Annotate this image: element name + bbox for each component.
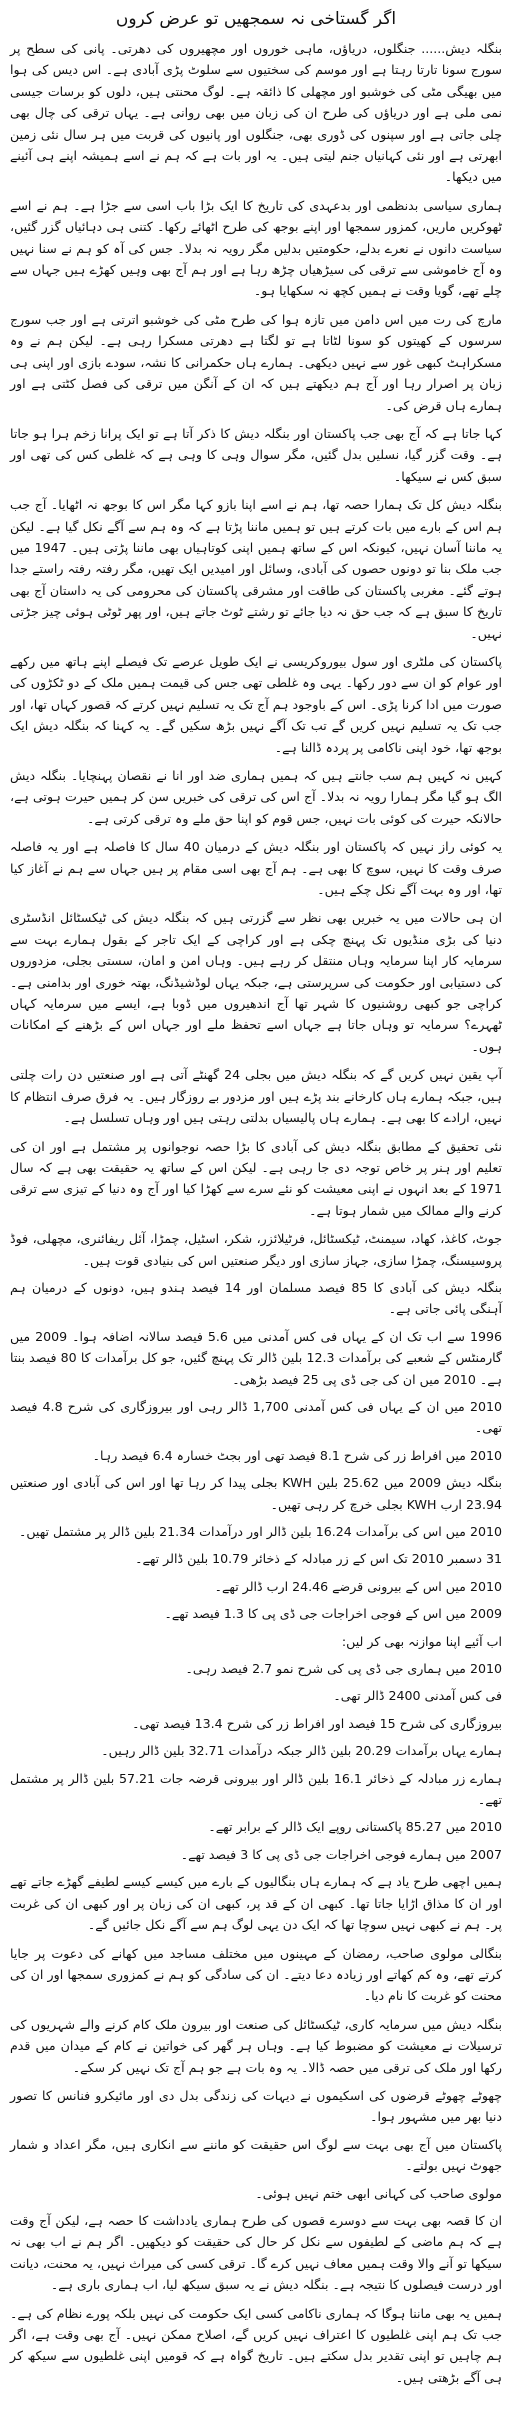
stat-line: بنگلہ دیش 2009 میں 25.62 بلین KWH بجلی پیدا کر رہا تھا اور اس کی آبادی اور صنعتیں 23.94 ارب KWH بجلی خرچ کر رہی تھیں۔ <box>10 1475 502 1512</box>
paragraph: ان کا قصہ بھی بہت سے دوسرے قصوں کی طرح ہماری یادداشت کا حصہ ہے، لیکن آج وقت ہے کہ ہم ماضی کے لطیفوں سے نکل کر حال کی حقیقت کو دیکھیں۔ اگر ہم نے اب بھی نہ سیکھا تو آنے والا وقت ہمیں معاف نہیں کرے گا۔ ترقی کسی کی میراث نہیں، یہ محنت، دیانت اور درست فیصلوں کا نتیجہ ہے۔ بنگلہ دیش نے یہ سبق سیکھ لیا، اب ہماری باری ہے۔ <box>10 2212 502 2293</box>
stat-line: 2010 میں ہماری جی ڈی پی کی شرح نمو 2.7 فیصد رہی۔ <box>185 1661 502 1677</box>
stat-line: 2007 میں ہمارے فوجی اخراجات جی ڈی پی کا 3 فیصد تھے۔ <box>180 1846 502 1862</box>
article-body <box>10 38 502 2388</box>
stat-line: 2010 میں افراط زر کی شرح 8.1 فیصد تھی اور بجٹ خسارہ 6.4 فیصد رہا۔ <box>92 1447 502 1463</box>
stat-line: 2010 میں اس کی برآمدات 16.24 بلین ڈالر اور درآمدات 21.34 بلین ڈالر پر مشتمل تھیں۔ <box>18 1524 502 1539</box>
paragraph: کہا جاتا ہے کہ آج بھی جب پاکستان اور بنگلہ دیش کا ذکر آتا ہے تو ایک پرانا زخم ہرا ہو جاتا ہے۔ وقت گزر گیا، نسلیں بدل گئیں، مگر سوال وہی کا وہی ہے کہ غلطی کس کی تھی اور سبق کس نے سیکھا۔ <box>10 425 502 484</box>
paragraph: ہمیں یہ بھی ماننا ہوگا کہ ہماری ناکامی کسی ایک حکومت کی نہیں بلکہ پورے نظام کی ہے۔ جب تک ہم اپنی غلطیوں کا اعتراف نہیں کریں گے، اصلاح ممکن نہیں۔ آج بھی وقت ہے، اگر ہم چاہیں تو اپنی تقدیر بدل سکتے ہیں۔ تاریخ گواہ ہے کہ قومیں اپنی غلطیوں سے سیکھ کر ہی آگے بڑھتی ہیں۔ <box>10 2305 502 2385</box>
stat-line: ہمارے یہاں برآمدات 20.29 بلین ڈالر جبکہ درآمدات 32.71 بلین ڈالر رہیں۔ <box>101 1743 502 1759</box>
paragraph: پاکستان میں آج بھی بہت سے لوگ اس حقیقت کو ماننے سے انکاری ہیں، مگر اعداد و شمار جھوٹ نہیں بولتے۔ <box>10 2136 502 2174</box>
stat-line: 2010 میں ان کے یہاں فی کس آمدنی 1,700 ڈالر رہی اور بیروزگاری کی شرح 4.8 فیصد تھی۔ <box>10 1398 502 1436</box>
stat-line: ہمارے زر مبادلہ کے ذخائر 16.1 بلین ڈالر اور بیرونی قرضہ جات 57.21 بلین ڈالر پر مشتمل تھے۔ <box>10 1770 502 1808</box>
stat-line: 2009 میں اس کے فوجی اخراجات جی ڈی پی کا 1.3 فیصد تھے۔ <box>164 1606 502 1622</box>
paragraph: 1996 سے اب تک ان کے یہاں فی کس آمدنی میں 5.6 فیصد سالانہ اضافہ ہوا۔ 2009 میں گارمنٹس کے شعبے کی برآمدات 12.3 بلین ڈالر تک پہنچ گئیں، جو کل برآمدات کا 80 فیصد بنتا ہے۔ 2010 میں ان کی جی ڈی پی 25 فیصد بڑھی۔ <box>10 1328 502 1387</box>
paragraph: آپ یقین نہیں کریں گے کہ بنگلہ دیش میں بجلی 24 گھنٹے آتی ہے اور صنعتیں دن رات چلتی ہیں، جبکہ ہمارے ہاں کارخانے بند پڑے ہیں اور مزدور بے روزگار ہیں۔ یہ فرق صرف انتظام کا نہیں، ارادے کا بھی ہے۔ ہمارے ہاں پالیسیاں بدلتی رہتی ہیں اور وہاں تسلسل ہے۔ <box>10 1067 502 1126</box>
stat-line: بیروزگاری کی شرح 15 فیصد اور افراط زر کی شرح 13.4 فیصد تھی۔ <box>132 1715 502 1731</box>
paragraph: بنگالی مولوی صاحب، رمضان کے مہینوں میں مختلف مساجد میں کھانے کی دعوت پر جایا کرتے تھے، وہ کم کھاتے اور زیادہ دعا دیتے۔ ان کی سادگی کو ہم نے کمزوری سمجھا اور ان کی محنت کو غربت کا نام دیا۔ <box>10 1945 502 2004</box>
article-title: اگر گستاخی نہ سمجھیں تو عرض کروں <box>115 9 397 29</box>
paragraph: نئی تحقیق کے مطابق بنگلہ دیش کی آبادی کا بڑا حصہ نوجوانوں پر مشتمل ہے اور ان کی تعلیم اور ہنر پر خاص توجہ دی جا رہی ہے۔ لیکن اس کے ساتھ یہ حقیقت بھی ہے کہ سال 1971 کے بعد انہوں نے اپنی معیشت کو نئے سرے سے کھڑا کیا اور آج وہ دنیا کے تیزی سے ترقی کرنے والے ممالک میں شمار ہوتا ہے۔ <box>10 1138 502 1218</box>
paragraph: ہماری سیاسی بدنظمی اور بدعہدی کی تاریخ کا ایک بڑا باب اسی سے جڑا ہے۔ ہم نے اسے ٹھوکریں ماریں، کمزور سمجھا اور اپنے بوجھ کی طرح اٹھائے رکھا۔ کتنی ہی دہائیاں گزر گئیں، سیاست دانوں نے نعرے بدلے، حکومتیں بدلیں مگر رویہ نہ بدلا۔ جس کی آہ کو ہم نے سنا نہیں وہ آج خاموشی سے ترقی کی سیڑھیاں چڑھ رہا ہے اور ہم آج بھی وہیں کھڑے ہیں جہاں سے چلے تھے، گویا وقت نے ہمیں کچھ نہ سکھایا ہو۔ <box>10 197 502 299</box>
paragraph: یہ کوئی راز نہیں کہ پاکستان اور بنگلہ دیش کے درمیان 40 سال کا فاصلہ ہے اور یہ فاصلہ صرف وقت کا نہیں، سوچ کا بھی ہے۔ ہم آج بھی اسی مقام پر ہیں جہاں سے ہم نے آغاز کیا تھا، اور وہ بہت آگے نکل چکے ہیں۔ <box>10 839 502 898</box>
stat-line: 2010 میں اس کے بیرونی قرضے 24.46 ارب ڈالر تھے۔ <box>214 1578 502 1594</box>
paragraph: مولوی صاحب کی کہانی ابھی ختم نہیں ہوئی۔ <box>255 2185 502 2201</box>
stat-line: 2010 میں 85.27 پاکستانی روپے ایک ڈالر کے برابر تھے۔ <box>208 1819 502 1835</box>
paragraph: بنگلہ دیش...... جنگلوں، دریاؤں، ماہی خوروں اور مچھیروں کی دھرتی۔ پانی کی سطح پر سورج سونا تارتا رہتا ہے اور موسم کی سختیوں سے سلوٹ پڑی آبادی ہے۔ اس دیس کی ہوا میں بھیگی مٹی کی خوشبو اور مچھلی کا ذائقہ ہے۔ لوگ محنتی ہیں، دلوں کو برسات جیسی نمی ملی ہے اور دریاؤں کی طرح ان کی زبان میں بھی روانی ہے۔ یہاں ترقی کی چال بھی چلی جاتی ہے اور سپنوں کی ڈوری بھی، جنگلوں اور پانیوں کی قربت میں ہر سال نئی زمین ابھرتی ہے اور نئی کہانیاں جنم لیتی ہیں۔ یہ اور بات ہے کہ ہم نے اسے ہمیشہ اپنے ہی آئینے میں دیکھا۔ <box>10 41 502 185</box>
paragraph: پاکستان کی ملٹری اور سول بیوروکریسی نے ایک طویل عرصے تک فیصلے اپنے ہاتھ میں رکھے اور عوام کو ان سے دور رکھا۔ یہی وہ غلطی تھی جس کی قیمت ہمیں ملک کے دو ٹکڑوں کی صورت میں ادا کرنا پڑی۔ اس کے باوجود ہم آج تک یہ تسلیم نہیں کرتے کہ قصور کہاں تھا، اور جب تک یہ تسلیم نہیں کریں گے تب تک آگے نہیں بڑھ سکیں گے۔ یہ کہنا کہ بنگلہ دیش ایک بوجھ تھا، خود اپنی ناکامی پر پردہ ڈالنا ہے۔ <box>10 653 502 755</box>
paragraph: ہمیں اچھی طرح یاد ہے کہ ہمارے ہاں بنگالیوں کے بارے میں کیسے کیسے لطیفے گھڑے جاتے تھے اور ان کا مذاق اڑایا جاتا تھا۔ کبھی ان کے قد پر، کبھی ان کی زبان پر اور کبھی ان کی غربت پر۔ ہم نے کبھی نہیں سوچا تھا کہ ایک دن یہی لوگ ہم سے آگے نکل جائیں گے۔ <box>10 1874 502 1933</box>
paragraph: بنگلہ دیش کل تک ہمارا حصہ تھا، ہم نے اسے اپنا بازو کہا مگر اس کا بوجھ نہ اٹھایا۔ آج جب ہم اس کے بارے میں بات کرتے ہیں تو ہمیں ماننا پڑتا ہے کہ وہ ہم سے آگے نکل گیا ہے۔ لیکن یہ ماننا آسان نہیں، کیونکہ اس کے ساتھ ہمیں اپنی کوتاہیاں بھی ماننا پڑتی ہیں۔ 1947 میں جب ملک بنا تو دونوں حصوں کی آبادی، وسائل اور امیدیں ایک تھیں، مگر رفتہ رفتہ راستے جدا ہوتے گئے۔ مغربی پاکستان کی طاقت اور مشرقی پاکستان کی محرومی کی یہ داستان آج بھی تاریخ کا سبق ہے کہ جب حق نہ دیا جائے تو رشتے ٹوٹ جاتے ہیں، اور پھر ٹوٹی ہوئی چیز جڑتی نہیں۔ <box>10 497 503 641</box>
paragraph: بنگلہ دیش کی آبادی کا 85 فیصد مسلمان اور 14 فیصد ہندو ہیں، دونوں کے درمیان ہم آہنگی پائی جاتی ہے۔ <box>10 1279 503 1317</box>
paragraph: مارچ کی رت میں اس دامن میں تازہ ہوا کی طرح مٹی کی خوشبو اترتی ہے اور جب سورج سرسوں کے کھیتوں کو سونا لٹاتا ہے تو لگتا ہے دھرتی مسکرا رہی ہے۔ لیکن ہم نے وہ مسکراہٹ کبھی غور سے نہیں دیکھی۔ ہمارے ہاں حکمرانی کا نشہ، سودے بازی اور اپنی ہی زبان پر اصرار رہا اور آج ہم دیکھتے ہیں کہ ان کے آنگن میں ترقی کی فصل کٹتی ہے اور ہمارے ہاں قرض کی۔ <box>10 311 502 413</box>
paragraph: کہیں نہ کہیں ہم سب جانتے ہیں کہ ہمیں ہماری ضد اور انا نے نقصان پہنچایا۔ بنگلہ دیش الگ ہو گیا مگر ہمارا رویہ نہ بدلا۔ آج اس کی ترقی کی خبریں سن کر ہمیں حیرت ہوتی ہے، حالانکہ حیرت کی کوئی بات نہیں، جس قوم کو اپنا حق ملے وہ ترقی کرتی ہے۔ <box>10 768 502 826</box>
paragraph: ان ہی حالات میں یہ خبریں بھی نظر سے گزرتی ہیں کہ بنگلہ دیش کی ٹیکسٹائل انڈسٹری دنیا کی بڑی منڈیوں تک پہنچ چکی ہے اور کراچی کے ایک تاجر کے بقول ہمارے بہت سے سرمایہ کار اپنا سرمایہ وہاں منتقل کر رہے ہیں۔ وہاں امن و امان، سستی بجلی، مزدوروں کی دستیابی اور حکومت کی سرپرستی ہے، جبکہ یہاں لوڈشیڈنگ، بھتہ خوری اور بدامنی ہے۔ کراچی جو کبھی روشنیوں کا شہر تھا آج اندھیروں میں ڈوبا ہے، ایسے میں سرمایہ کہاں ٹھہرے؟ سرمایہ تو وہاں جاتا ہے جہاں اسے تحفظ ملے اور جہاں اس کے بڑھنے کے امکانات ہوں۔ <box>10 910 502 1054</box>
stat-line: فی کس آمدنی 2400 ڈالر تھی۔ <box>333 1688 502 1704</box>
paragraph: بنگلہ دیش میں سرمایہ کاری، ٹیکسٹائل کی صنعت اور بیرون ملک کام کرنے والے شہریوں کی ترسیلات نے معیشت کو مضبوط کیا ہے۔ وہاں ہر گھر کی خواتین نے کام کے میدان میں قدم رکھا اور ملک کی ترقی میں حصہ ڈالا۔ یہ وہ بات ہے جو ہم آج تک نہیں کر سکے۔ <box>10 2016 502 2075</box>
stat-line: 31 دسمبر 2010 تک اس کے زر مبادلہ کے ذخائر 10.79 بلین ڈالر تھے۔ <box>135 1551 502 1567</box>
paragraph: جوٹ، کاغذ، کھاد، سیمنٹ، ٹیکسٹائل، فرٹیلائزر، شکر، اسٹیل، چمڑا، آئل ریفائنری، مچھلی، فوڈ پروسیسنگ، چمڑا سازی، جہاز سازی اور دیگر صنعتیں اس کی بنیادی قوت ہیں۔ <box>10 1231 502 1268</box>
paragraph: چھوٹے چھوٹے قرضوں کی اسکیموں نے دیہات کی زندگی بدل دی اور مائیکرو فنانس کا تصور دنیا بھر میں مشہور ہوا۔ <box>10 2087 502 2125</box>
stat-line: اب آئیے اپنا موازنہ بھی کر لیں: <box>341 1633 502 1649</box>
